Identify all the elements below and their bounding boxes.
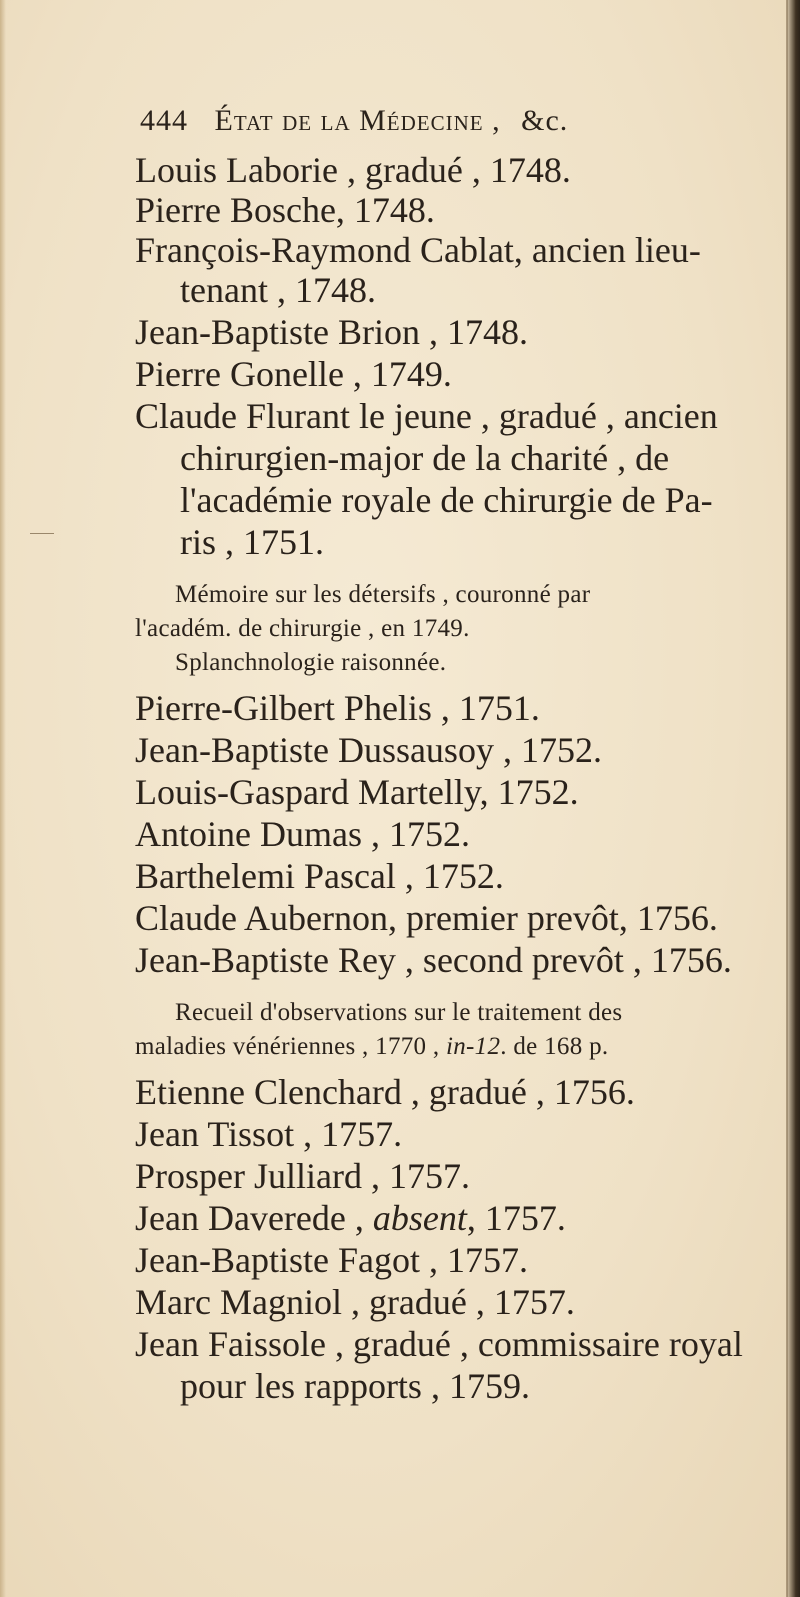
entry-line: Pierre-Gilbert Phelis , 1751. [135, 688, 540, 728]
entry-line: Claude Flurant le jeune , gradué , ancien [135, 396, 718, 436]
note-line: Splanchnologie raisonnée. [175, 649, 447, 676]
entry-line [135, 1198, 566, 1238]
running-head [140, 104, 760, 138]
note-line: Mémoire sur les détersifs , couronné par [175, 581, 591, 608]
entry-line: l'académie royale de chirurgie de Pa- [180, 480, 713, 520]
entry-line: Pierre Bosche, 1748. [135, 190, 435, 230]
entry-line: chirurgien-major de la charité , de [180, 438, 670, 478]
entry-line: Antoine Dumas , 1752. [135, 814, 470, 854]
entry-line: Claude Aubernon, premier prevôt, 1756. [135, 898, 718, 938]
entry-line: Etienne Clenchard , gradué , 1756. [135, 1072, 635, 1112]
note-line: Recueil d'observations sur le traitement des [175, 999, 623, 1026]
margin-mark [30, 533, 54, 534]
entry-line: Jean Tissot , 1757. [135, 1114, 403, 1154]
page-number: 444 [140, 104, 188, 137]
note-line: l'académ. de chirurgie , en 1749. [135, 615, 470, 642]
entry-line: Jean-Baptiste Dussausoy , 1752. [135, 730, 602, 770]
entry-line: pour les rapports , 1759. [180, 1366, 530, 1406]
page-edge-left [0, 0, 6, 1597]
entry-line: Prosper Julliard , 1757. [135, 1156, 470, 1196]
entry-text: Jean Daverede , [135, 1198, 373, 1238]
entry-line: Pierre Gonelle , 1749. [135, 354, 452, 394]
entry-status-italic: absent [372, 1198, 467, 1238]
note-format-italic: in-12 [446, 1033, 501, 1060]
entry-line: tenant , 1748. [180, 270, 376, 310]
entry-line: Louis Laborie , gradué , 1748. [135, 150, 571, 190]
entry-line: Marc Magniol , gradué , 1757. [135, 1282, 575, 1322]
note-text: maladies vénériennes , 1770 , [135, 1033, 446, 1060]
page-edge-right [786, 0, 800, 1597]
entry-line: Jean-Baptiste Rey , second prevôt , 1756. [135, 940, 732, 980]
entry-text: , 1757. [466, 1198, 566, 1238]
note-text: . de 168 p. [500, 1033, 609, 1060]
entry-line: Louis-Gaspard Martelly, 1752. [135, 772, 579, 812]
entry-line: François-Raymond Cablat, ancien lieu- [135, 230, 701, 270]
entry-line: Barthelemi Pascal , 1752. [135, 856, 504, 896]
running-title-etc: &c. [521, 104, 569, 137]
entry-line: Jean-Baptiste Brion , 1748. [135, 312, 528, 352]
entry-line: Jean Faissole , gradué , commissaire royal [135, 1324, 743, 1364]
note-line [135, 1032, 608, 1062]
entry-line: ris , 1751. [180, 522, 324, 562]
entry-line: Jean-Baptiste Fagot , 1757. [135, 1240, 528, 1280]
running-title: État de la Médecine , [214, 104, 501, 137]
